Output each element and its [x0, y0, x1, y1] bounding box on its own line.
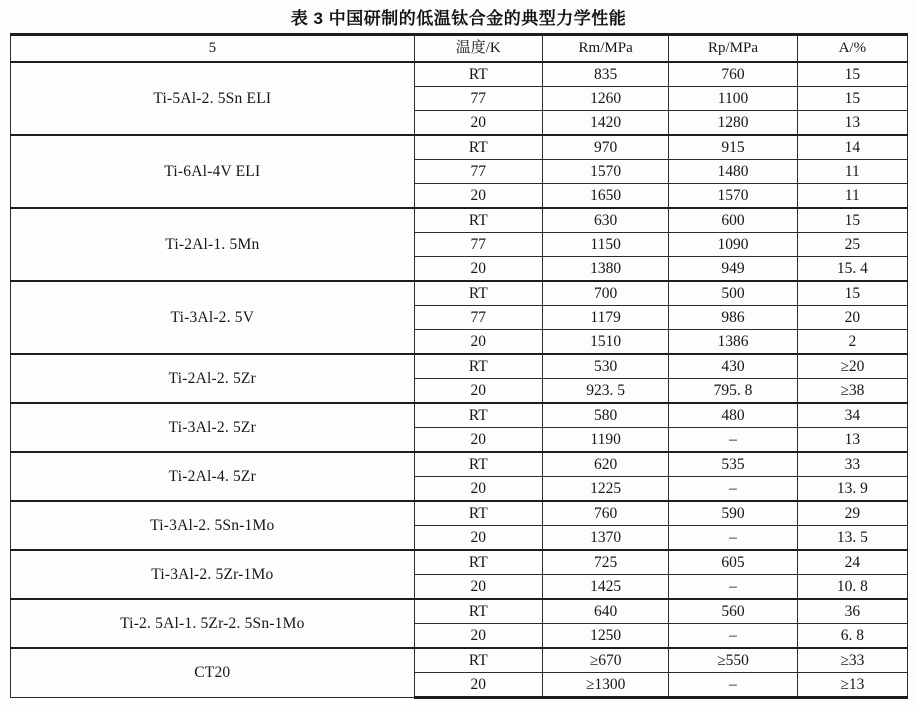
header-elongation: A/% — [797, 35, 907, 63]
alloy-name-cell: Ti-3Al-2. 5Zr — [11, 403, 415, 452]
elongation-cell: 13 — [797, 111, 907, 136]
temperature-cell: RT — [414, 62, 542, 87]
rp-cell: 1100 — [669, 87, 797, 111]
rm-cell: 1570 — [542, 160, 668, 184]
temperature-cell: 77 — [414, 233, 542, 257]
header-rp: Rp/MPa — [669, 35, 797, 63]
temperature-cell: 20 — [414, 477, 542, 502]
rp-cell: 1280 — [669, 111, 797, 136]
temperature-cell: RT — [414, 135, 542, 160]
rm-cell: 1190 — [542, 428, 668, 453]
temperature-cell: 20 — [414, 428, 542, 453]
rp-cell: 590 — [669, 501, 797, 526]
temperature-cell: RT — [414, 501, 542, 526]
elongation-cell: 15 — [797, 281, 907, 306]
elongation-cell: 14 — [797, 135, 907, 160]
temperature-cell: RT — [414, 599, 542, 624]
rm-cell: 620 — [542, 452, 668, 477]
rp-cell: 1386 — [669, 330, 797, 355]
rp-cell: 605 — [669, 550, 797, 575]
rp-cell: – — [669, 673, 797, 698]
table-row — [11, 135, 908, 160]
temperature-cell: 77 — [414, 160, 542, 184]
temperature-cell: 20 — [414, 526, 542, 551]
rm-cell: 1510 — [542, 330, 668, 355]
rm-cell: 1150 — [542, 233, 668, 257]
rp-cell: 986 — [669, 306, 797, 330]
rp-cell: – — [669, 624, 797, 649]
alloy-name-cell: Ti-2Al-4. 5Zr — [11, 452, 415, 501]
rm-cell: 530 — [542, 354, 668, 379]
rm-cell: ≥670 — [542, 648, 668, 673]
rm-cell: 760 — [542, 501, 668, 526]
temperature-cell: 20 — [414, 330, 542, 355]
rp-cell: 500 — [669, 281, 797, 306]
temperature-cell: RT — [414, 208, 542, 233]
rm-cell: 580 — [542, 403, 668, 428]
rp-cell: – — [669, 428, 797, 453]
elongation-cell: 11 — [797, 184, 907, 209]
rm-cell: 1250 — [542, 624, 668, 649]
table-title: 表 3 中国研制的低温钛合金的典型力学性能 — [290, 9, 627, 28]
rm-cell: 835 — [542, 62, 668, 87]
table-row — [11, 648, 908, 673]
rp-cell: 760 — [669, 62, 797, 87]
elongation-cell: 15 — [797, 62, 907, 87]
rp-cell: – — [669, 526, 797, 551]
table-row — [11, 550, 908, 575]
temperature-cell: RT — [414, 452, 542, 477]
alloy-name-cell: Ti-5Al-2. 5Sn ELI — [11, 62, 415, 135]
rp-cell: ≥550 — [669, 648, 797, 673]
rp-cell: 795. 8 — [669, 379, 797, 404]
header-temperature: 温度/K — [414, 35, 542, 63]
temperature-cell: 20 — [414, 673, 542, 698]
elongation-cell: 34 — [797, 403, 907, 428]
elongation-cell: 13 — [797, 428, 907, 453]
elongation-cell: ≥13 — [797, 673, 907, 698]
mechanical-properties-table — [10, 33, 908, 699]
table-row — [11, 62, 908, 87]
alloy-name-cell: Ti-6Al-4V ELI — [11, 135, 415, 208]
elongation-cell: 2 — [797, 330, 907, 355]
elongation-cell: ≥38 — [797, 379, 907, 404]
elongation-cell: ≥33 — [797, 648, 907, 673]
elongation-cell: 29 — [797, 501, 907, 526]
table-row — [11, 281, 908, 306]
rp-cell: 535 — [669, 452, 797, 477]
temperature-cell: 20 — [414, 379, 542, 404]
table-row — [11, 403, 908, 428]
rp-cell: 430 — [669, 354, 797, 379]
rm-cell: 970 — [542, 135, 668, 160]
header-alloy-column: 5 — [11, 35, 415, 63]
rp-cell: 560 — [669, 599, 797, 624]
rm-cell: 1380 — [542, 257, 668, 282]
temperature-cell: RT — [414, 648, 542, 673]
rm-cell: 630 — [542, 208, 668, 233]
elongation-cell: 24 — [797, 550, 907, 575]
table-row — [11, 501, 908, 526]
elongation-cell: 36 — [797, 599, 907, 624]
temperature-cell: RT — [414, 550, 542, 575]
temperature-cell: 20 — [414, 257, 542, 282]
rm-cell: 700 — [542, 281, 668, 306]
rp-cell: 949 — [669, 257, 797, 282]
alloy-name-cell: Ti-3Al-2. 5Sn-1Mo — [11, 501, 415, 550]
rm-cell: 1225 — [542, 477, 668, 502]
temperature-cell: 77 — [414, 306, 542, 330]
rm-cell: ≥1300 — [542, 673, 668, 698]
rp-cell: 480 — [669, 403, 797, 428]
elongation-cell: 20 — [797, 306, 907, 330]
rm-cell: 1650 — [542, 184, 668, 209]
elongation-cell: 13. 5 — [797, 526, 907, 551]
elongation-cell: 6. 8 — [797, 624, 907, 649]
table-row — [11, 452, 908, 477]
temperature-cell: RT — [414, 354, 542, 379]
header-rm: Rm/MPa — [542, 35, 668, 63]
header-row — [11, 35, 908, 63]
elongation-cell: 15 — [797, 87, 907, 111]
alloy-name-cell: Ti-2. 5Al-1. 5Zr-2. 5Sn-1Mo — [11, 599, 415, 648]
elongation-cell: 15 — [797, 208, 907, 233]
rm-cell: 1420 — [542, 111, 668, 136]
table-row — [11, 354, 908, 379]
rp-cell: 1090 — [669, 233, 797, 257]
elongation-cell: 15. 4 — [797, 257, 907, 282]
rm-cell: 640 — [542, 599, 668, 624]
rp-cell: 600 — [669, 208, 797, 233]
table-row — [11, 599, 908, 624]
elongation-cell: 11 — [797, 160, 907, 184]
rp-cell: 1570 — [669, 184, 797, 209]
table-row — [11, 208, 908, 233]
rm-cell: 1370 — [542, 526, 668, 551]
rp-cell: 1480 — [669, 160, 797, 184]
alloy-name-cell: Ti-3Al-2. 5V — [11, 281, 415, 354]
elongation-cell: 25 — [797, 233, 907, 257]
alloy-name-cell: Ti-3Al-2. 5Zr-1Mo — [11, 550, 415, 599]
rp-cell: – — [669, 575, 797, 600]
temperature-cell: 20 — [414, 624, 542, 649]
temperature-cell: RT — [414, 403, 542, 428]
elongation-cell: 13. 9 — [797, 477, 907, 502]
temperature-cell: 77 — [414, 87, 542, 111]
temperature-cell: RT — [414, 281, 542, 306]
elongation-cell: ≥20 — [797, 354, 907, 379]
temperature-cell: 20 — [414, 111, 542, 136]
alloy-name-cell: Ti-2Al-1. 5Mn — [11, 208, 415, 281]
rp-cell: 915 — [669, 135, 797, 160]
rm-cell: 1179 — [542, 306, 668, 330]
rp-cell: – — [669, 477, 797, 502]
elongation-cell: 10. 8 — [797, 575, 907, 600]
temperature-cell: 20 — [414, 575, 542, 600]
alloy-name-cell: CT20 — [11, 648, 415, 698]
alloy-name-cell: Ti-2Al-2. 5Zr — [11, 354, 415, 403]
rm-cell: 1260 — [542, 87, 668, 111]
rm-cell: 1425 — [542, 575, 668, 600]
rm-cell: 725 — [542, 550, 668, 575]
temperature-cell: 20 — [414, 184, 542, 209]
elongation-cell: 33 — [797, 452, 907, 477]
rm-cell: 923. 5 — [542, 379, 668, 404]
